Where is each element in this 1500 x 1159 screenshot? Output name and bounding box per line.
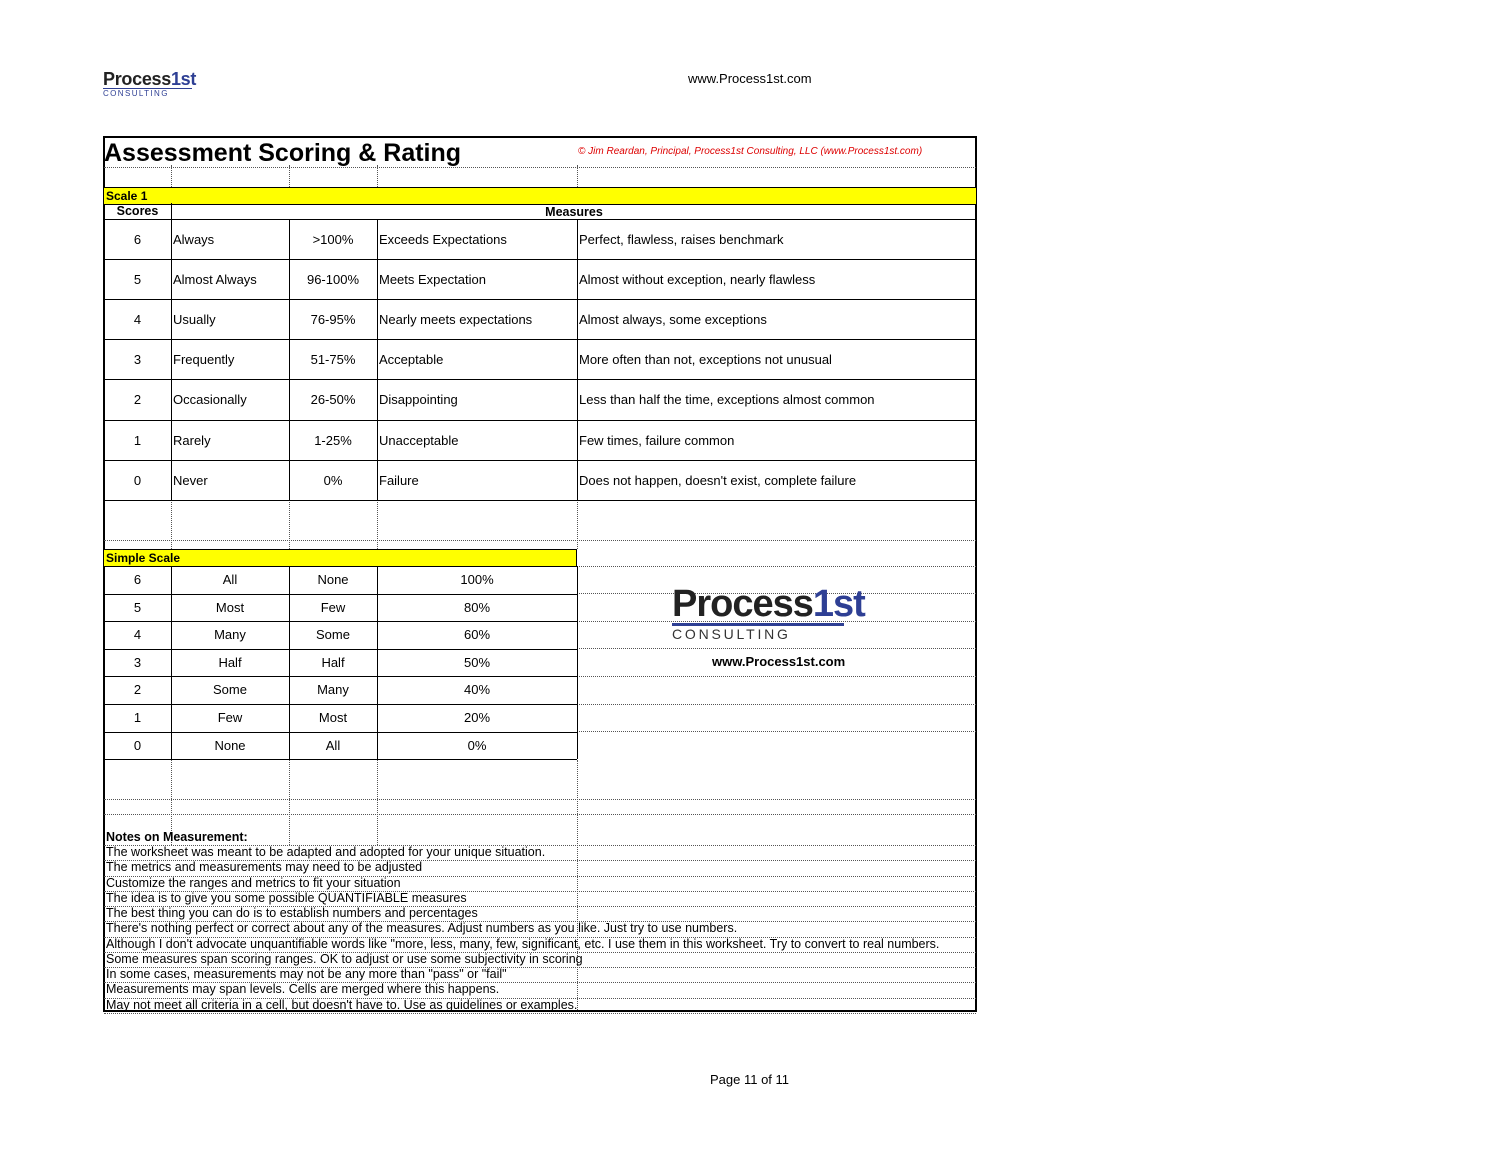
simple-scale-cell: Few [320,599,346,615]
logo-text: Process [672,583,813,625]
simple-scale-cell: 50% [463,654,491,670]
logo-sub: CONSULTING [672,623,844,642]
page-number: Page 11 of 11 [710,1072,790,1087]
page-title: Assessment Scoring & Rating [104,139,462,167]
scale1-cell: Perfect, flawless, raises benchmark [579,232,784,247]
scale1-cell: Occasionally [173,392,247,408]
simple-scale-cell: Half [218,654,242,670]
grid-vline [577,760,578,1010]
table-vline [377,219,378,500]
scale1-cell: 2 [133,392,142,408]
scale1-cell: Rarely [173,432,211,448]
scale1-cell: Never [173,472,208,488]
simple-scale-cell: All [325,737,341,753]
grid-hline [104,799,976,800]
note-line: The best thing you can do is to establish numbers and percentages [106,906,478,920]
scale1-cell: 1 [133,432,142,448]
scale1-cell: Does not happen, doesn't exist, complete failure [579,472,857,488]
note-line: Measurements may span levels. Cells are merged where this happens. [106,982,500,997]
simple-scale-cell: Most [318,710,348,725]
scale1-cell: Less than half the time, exceptions almost common [579,392,875,408]
table-hline [104,759,577,760]
grid-vline [377,500,378,549]
grid-vline [377,165,378,187]
scale1-header [104,187,976,205]
grid-hline [577,566,976,567]
scores-header: Scores [116,204,159,218]
grid-hline [577,704,976,705]
logo-num: 1st [812,583,865,625]
simple-scale-cell: 0% [467,737,487,753]
simple-scale-cell: Some [316,627,350,643]
notes-heading: Notes on Measurement: [106,830,248,844]
scale1-cell: More often than not, exceptions not unusual [579,352,832,368]
scale1-cell: Meets Expectation [379,272,486,288]
table-hline [104,621,577,622]
simple-scale-cell: 2 [133,682,142,698]
scale1-cell: Almost without exception, nearly flawless [579,272,816,288]
note-line: The metrics and measurements may need to be adjusted [106,860,423,875]
note-line: May not meet all criteria in a cell, but doesn't have to. Use as guidelines or examples. [106,997,578,1012]
scale1-cell: Almost Always [173,272,257,288]
logo-url: www.Process1st.com [712,654,846,669]
simple-scale-cell: Some [213,682,247,698]
table-hline [104,460,976,461]
grid-hline [577,731,976,732]
simple-scale-cell: All [222,572,238,587]
scale1-cell: Frequently [173,352,235,368]
scale1-cell: Acceptable [379,352,444,368]
grid-hline [104,540,976,541]
header-logo [103,70,203,98]
table-hline [104,676,577,677]
simple-scale-cell: 100% [460,572,494,587]
simple-scale-cell: 0 [133,737,142,753]
grid-vline [289,760,290,845]
grid-vline [171,500,172,549]
table-hline [104,420,976,421]
header-logo-num: 1st [170,69,197,89]
scale1-cell: Unacceptable [379,432,459,448]
scale1-cell: Few times, failure common [579,432,735,448]
simple-scale-cell: 5 [133,599,142,615]
simple-scale-label: Simple Scale [106,551,181,565]
scale1-cell: Disappointing [379,392,458,408]
simple-scale-cell: None [317,572,349,587]
table-vline [171,203,172,219]
note-line: The worksheet was meant to be adapted and adopted for your unique situation. [106,845,546,859]
table-hline [104,732,577,733]
grid-hline [104,1013,976,1014]
simple-scale-cell: 3 [133,654,142,670]
scale1-cell: Nearly meets expectations [379,312,533,328]
simple-scale-cell: Few [217,710,243,725]
header-logo-sub: CONSULTING [103,88,192,98]
note-line: Some measures span scoring ranges. OK to adjust or use some subjectivity in scoring [106,951,583,966]
table-vline [577,566,578,759]
note-line: Customize the ranges and metrics to fit your situation [106,875,401,890]
scale1-cell: Exceeds Expectations [379,232,507,247]
simple-scale-cell: 40% [463,682,491,698]
consulting-logo [672,583,865,642]
simple-scale-cell: 20% [463,710,491,725]
simple-scale-cell: 6 [133,572,142,587]
measures-header: Measures [545,205,603,219]
table-hline [104,566,577,567]
scale1-cell: 6 [133,232,142,247]
scale1-cell: Always [173,232,215,247]
scale1-cell: >100% [312,232,354,247]
scale1-cell: 1-25% [314,432,352,448]
simple-scale-cell: None [214,737,246,753]
table-hline [104,649,577,650]
grid-hline [577,676,976,677]
copyright: © Jim Reardan, Principal, Process1st Consulting, LLC (www.Process1st.com) [578,146,923,157]
simple-scale-cell: 4 [133,627,142,643]
table-hline [104,299,976,300]
header-logo-text: Process [103,69,171,89]
scale1-cell: 26-50% [310,392,356,408]
table-hline [104,259,976,260]
grid-vline [289,165,290,187]
table-hline [104,219,976,220]
scale1-cell: 3 [133,352,142,368]
grid-vline [171,165,172,187]
grid-vline [377,760,378,845]
simple-scale-cell: 80% [463,599,491,615]
grid-vline [289,500,290,549]
grid-vline [577,165,578,187]
simple-scale-cell: 60% [463,627,491,643]
scale1-cell: Almost always, some exceptions [579,312,767,328]
simple-scale-header [104,549,577,567]
scale1-cell: 0 [133,472,142,488]
scale1-cell: 0% [323,472,343,488]
note-line: In some cases, measurements may not be any more than "pass" or "fail" [106,967,507,981]
scale1-cell: 4 [133,312,142,328]
simple-scale-cell: Many [317,682,349,698]
simple-scale-cell: Most [215,599,245,615]
scale1-cell: 96-100% [306,272,360,288]
table-hline [104,379,976,380]
scale1-cell: Usually [173,312,216,328]
scale1-cell: 5 [133,272,142,288]
scale1-cell: 51-75% [310,352,356,368]
note-line: The idea is to give you some possible QUANTIFIABLE measures [106,890,467,905]
header-url: www.Process1st.com [688,71,812,86]
simple-scale-cell: Many [214,627,246,643]
table-hline [104,500,976,501]
table-hline [104,339,976,340]
table-vline [171,219,172,500]
scale1-cell: Failure [379,472,419,488]
note-line: Although I don't advocate unquantifiable words like "more, less, many, few, significant, etc. I use them in this worksheet. Try to convert to real numbers. [106,936,940,951]
table-hline [104,594,577,595]
note-line: There's nothing perfect or correct about any of the measures. Adjust numbers as you like. Just try to use numbers. [106,921,738,936]
grid-hline [104,814,976,815]
grid-hline [577,648,976,649]
table-hline [104,704,577,705]
scale1-label: Scale 1 [106,189,148,203]
simple-scale-cell: 1 [133,710,142,725]
simple-scale-cell: Half [321,654,345,670]
scale1-cell: 76-95% [310,312,356,328]
grid-vline [577,500,578,549]
